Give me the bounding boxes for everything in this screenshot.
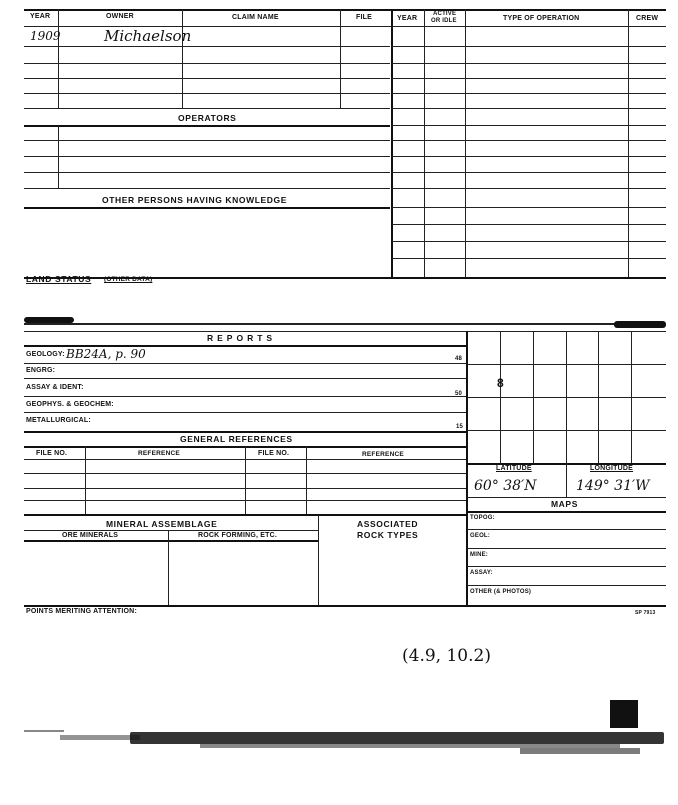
geophys-label: GEOPHYS. & GEOCHEM: bbox=[26, 401, 114, 408]
ore-minerals-label: ORE MINERALS bbox=[62, 532, 119, 539]
row1-year: 1909 bbox=[30, 29, 61, 43]
header-owner: OWNER bbox=[106, 13, 134, 20]
scale-50: 50 bbox=[455, 391, 463, 397]
general-references-title: GENERAL REFERENCES bbox=[180, 434, 293, 444]
maps-mine: MINE: bbox=[470, 552, 488, 558]
ref-col-reference-1: REFERENCE bbox=[138, 450, 180, 457]
ref-col-reference-2: REFERENCE bbox=[362, 451, 404, 458]
rock-forming-label: ROCK FORMING, ETC. bbox=[198, 532, 278, 539]
maps-geol: GEOL: bbox=[470, 533, 490, 539]
latitude-value: 60° 38′N bbox=[474, 478, 537, 494]
operators-heading: OPERATORS bbox=[178, 113, 237, 123]
header-claim-name: CLAIM NAME bbox=[232, 14, 279, 21]
geology-value: BB24A, p. 90 bbox=[66, 347, 146, 361]
assay-ident-label: ASSAY & IDENT: bbox=[26, 384, 84, 391]
geology-label: GEOLOGY: bbox=[26, 351, 65, 358]
header-year: YEAR bbox=[30, 13, 51, 20]
row1-owner: Michaelson bbox=[104, 27, 192, 45]
scale-48: 48 bbox=[455, 356, 463, 362]
other-persons-heading: OTHER PERSONS HAVING KNOWLEDGE bbox=[102, 195, 288, 205]
maps-topog: TOPOG: bbox=[470, 515, 495, 521]
handwritten-note: (4.9, 10.2) bbox=[402, 646, 491, 666]
header-active: ACTIVE bbox=[433, 11, 457, 17]
engrg-label: ENGRG: bbox=[26, 367, 56, 374]
metallurgical-label: METALLURGICAL: bbox=[26, 417, 91, 424]
form-number: SP 7913 bbox=[635, 610, 656, 616]
land-status-sublabel: (OTHER DATA) bbox=[104, 276, 153, 283]
rock-types-label: ROCK TYPES bbox=[357, 530, 419, 540]
grid-mark: 8 bbox=[497, 376, 504, 390]
header-file: FILE bbox=[356, 14, 372, 21]
ref-col-file-2: FILE NO. bbox=[258, 450, 290, 457]
maps-title: MAPS bbox=[551, 499, 578, 509]
reports-title: REPORTS bbox=[207, 333, 277, 343]
header-ops-year: YEAR bbox=[397, 15, 418, 22]
points-meriting-attention: POINTS MERITING ATTENTION: bbox=[26, 608, 137, 615]
maps-assay: ASSAY: bbox=[470, 570, 493, 576]
header-idle: OR IDLE bbox=[431, 18, 457, 24]
scale-15: 15 bbox=[456, 424, 464, 430]
maps-other: OTHER (& PHOTOS) bbox=[470, 589, 532, 595]
longitude-label: LONGITUDE bbox=[590, 465, 634, 472]
header-type-of-operation: TYPE OF OPERATION bbox=[503, 15, 580, 22]
latitude-label: LATITUDE bbox=[496, 465, 532, 472]
land-status-label: LAND STATUS bbox=[26, 274, 92, 284]
mineral-assemblage-title: MINERAL ASSEMBLAGE bbox=[106, 519, 218, 529]
associated-label: ASSOCIATED bbox=[357, 519, 419, 529]
ref-col-file-1: FILE NO. bbox=[36, 450, 68, 457]
header-crew: CREW bbox=[636, 15, 659, 22]
longitude-value: 149° 31′W bbox=[576, 478, 650, 494]
